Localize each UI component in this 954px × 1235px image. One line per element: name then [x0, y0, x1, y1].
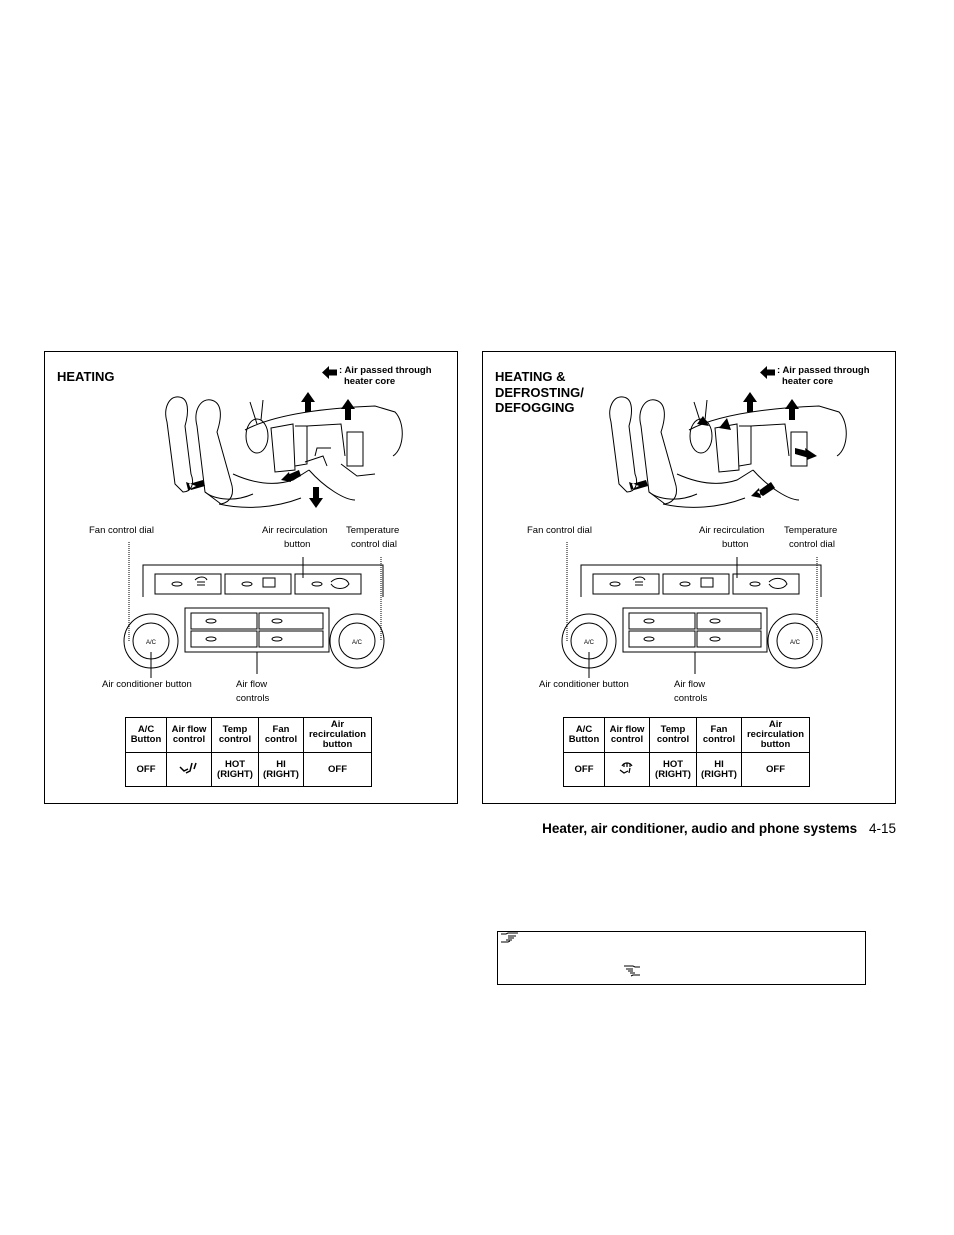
header-air-flow-control: Air flow control: [605, 718, 650, 753]
temp-knob-label: A/C: [351, 640, 363, 646]
defrost-floor-vent-icon: [616, 760, 638, 776]
settings-table: [125, 717, 372, 787]
legend-text-continued: heater core: [782, 376, 834, 387]
value-fan-control: HI (RIGHT): [697, 753, 742, 787]
header-air-recirculation-button: Air recirculation button: [304, 718, 372, 753]
header-ac-button: A/C Button: [564, 718, 605, 753]
legend-text: : Air passed through: [339, 365, 432, 376]
ac-knob-label: A/C: [145, 640, 157, 646]
label-air-recirculation: Air recirculation: [699, 525, 765, 536]
value-temp-control: HOT (RIGHT): [212, 753, 259, 787]
value-air-flow-control: [605, 753, 650, 787]
header-fan-control: Fan control: [697, 718, 742, 753]
label-fan-control-dial: Fan control dial: [89, 525, 154, 536]
reference-box: [497, 931, 866, 985]
diagram-panel-heating-defrosting: [482, 351, 896, 804]
label-fan-control-dial: Fan control dial: [527, 525, 592, 536]
label-air-flow: Air flow: [674, 679, 706, 690]
label-temperature-control-dial: control dial: [351, 539, 397, 550]
header-fan-control: Fan control: [259, 718, 304, 753]
value-ac-button: OFF: [126, 753, 167, 787]
page-footer: [542, 821, 896, 836]
ac-knob-label: A/C: [583, 640, 595, 646]
value-temp-control: HOT (RIGHT): [650, 753, 697, 787]
floor-vent-icon: [178, 761, 200, 775]
header-ac-button: A/C Button: [126, 718, 167, 753]
value-fan-control: HI (RIGHT): [259, 753, 304, 787]
value-air-flow-control: [167, 753, 212, 787]
label-air-recirculation-button: button: [284, 539, 311, 550]
legend-text-continued: heater core: [344, 376, 396, 387]
header-temp-control: Temp control: [650, 718, 697, 753]
label-air-flow-controls: controls: [674, 693, 708, 704]
label-air-recirculation: Air recirculation: [262, 525, 328, 536]
header-air-recirculation-button: Air recirculation button: [742, 718, 810, 753]
value-air-recirculation-button: OFF: [304, 753, 372, 787]
pointing-hand-icon: [623, 965, 641, 977]
label-air-flow-controls: controls: [236, 693, 270, 704]
label-temperature-control-dial: control dial: [789, 539, 835, 550]
pointing-hand-icon: [500, 932, 520, 944]
temp-knob-label: A/C: [789, 640, 801, 646]
label-temperature: Temperature: [784, 525, 838, 536]
page-number: 4-15: [868, 821, 896, 836]
header-air-flow-control: Air flow control: [167, 718, 212, 753]
header-temp-control: Temp control: [212, 718, 259, 753]
label-air-flow: Air flow: [236, 679, 268, 690]
panel-title: HEATING & DEFROSTING/ DEFOGGING: [495, 369, 584, 415]
value-air-recirculation-button: OFF: [742, 753, 810, 787]
panel-title: HEATING: [57, 369, 115, 384]
label-air-recirculation-button: button: [722, 539, 749, 550]
value-ac-button: OFF: [564, 753, 605, 787]
section-title: Heater, air conditioner, audio and phone systems: [542, 821, 858, 836]
label-air-conditioner-button: Air conditioner button: [539, 679, 629, 690]
label-air-conditioner-button: Air conditioner button: [102, 679, 192, 690]
legend-text: : Air passed through: [777, 365, 870, 376]
diagram-panel-heating: [44, 351, 458, 804]
settings-table: [563, 717, 810, 787]
label-temperature: Temperature: [346, 525, 400, 536]
